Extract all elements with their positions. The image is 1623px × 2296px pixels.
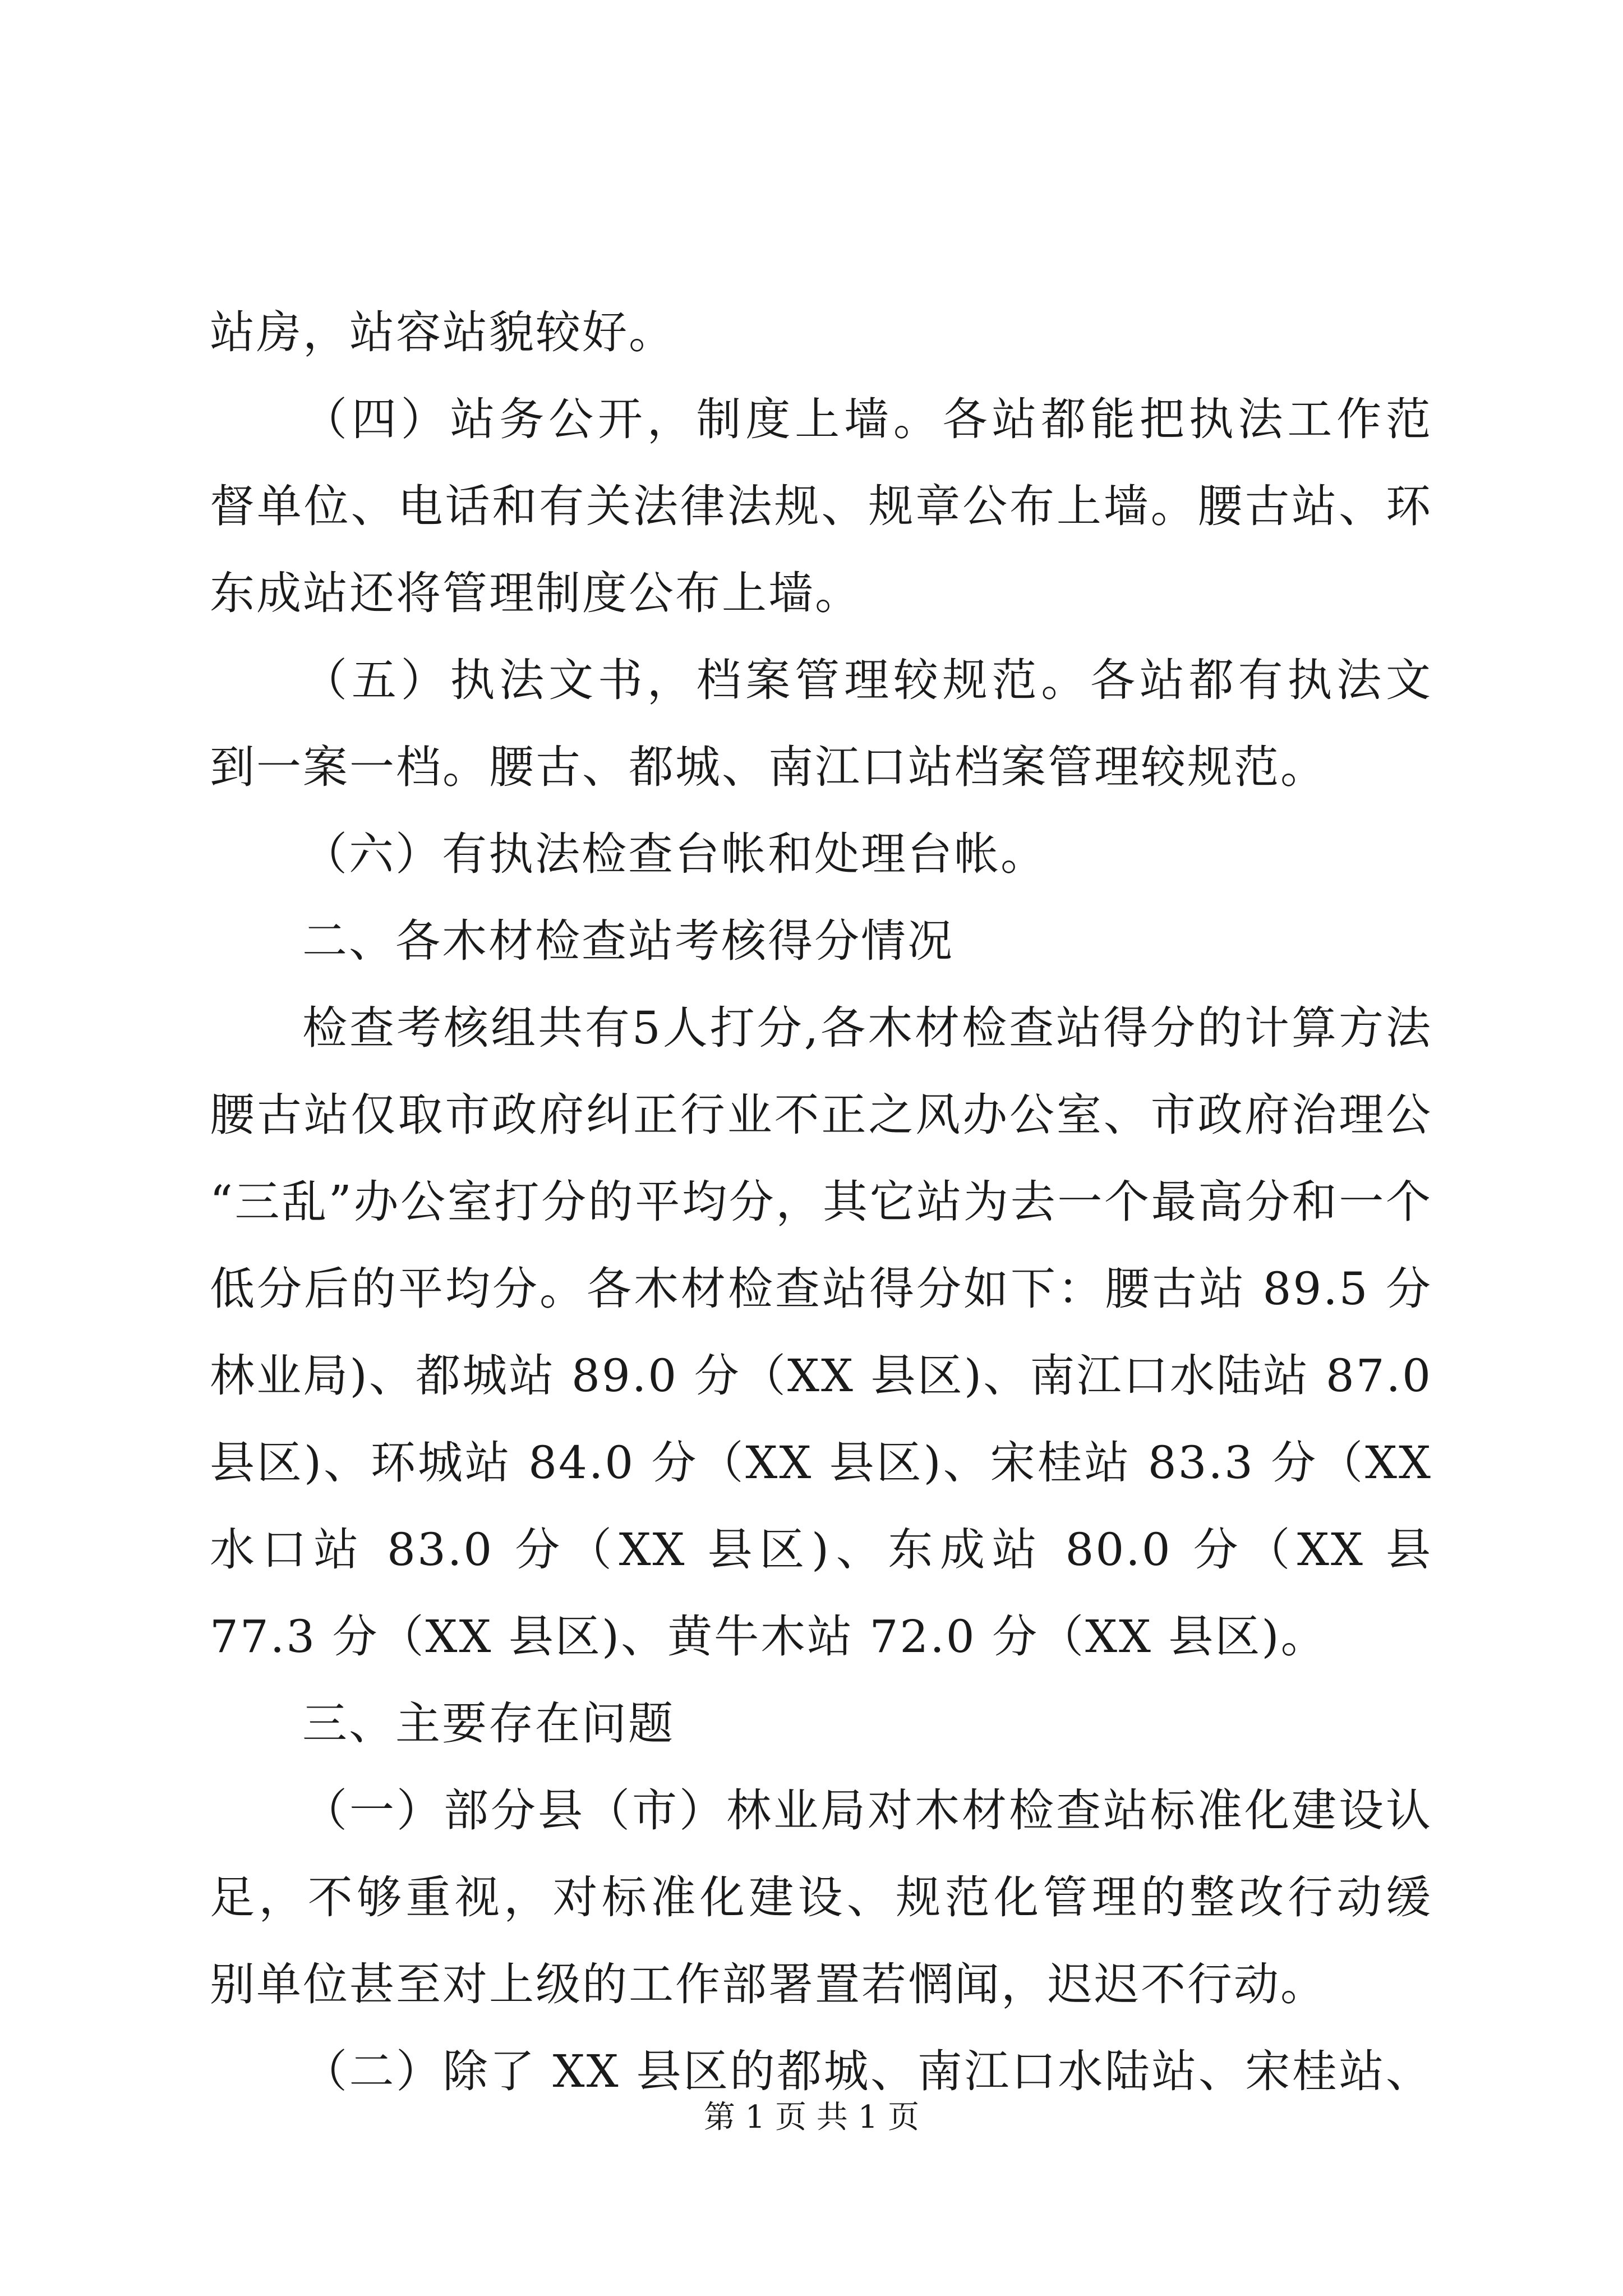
text-line: 县区)、环城站 84.0 分（XX 县区)、宋桂站 83.3 分（XX (210, 1437, 1432, 1489)
text-line: 林业局)、都城站 89.0 分（XX 县区)、南江口水陆站 87.0 (210, 1350, 1432, 1402)
text-line: （一）部分县（市）林业局对木材检查站标准化建设认 (302, 1784, 1432, 1837)
text-line: 东成站还将管理制度公布上墙。 (210, 567, 861, 619)
text-line: 三、主要存在问题 (302, 1697, 675, 1750)
text-line: 督单位、电话和有关法律法规、规章公布上墙。腰古站、环 (210, 480, 1432, 532)
text-line: （五）执法文书，档案管理较规范。各站都有执法文 (302, 654, 1432, 706)
text-line: （四）站务公开，制度上墙。各站都能把执法工作范 (302, 393, 1432, 445)
text-line: 到一案一档。腰古、都城、南江口站档案管理较规范。 (210, 741, 1327, 793)
text-line: 77.3 分（XX 县区)、黄牛木站 72.0 分（XX 县区)。 (210, 1611, 1327, 1663)
text-line: 站房，站容站貌较好。 (210, 306, 675, 358)
text-line: “三乱”办公室打分的平均分，其它站为去一个最高分和一个 (210, 1176, 1432, 1228)
text-line: 低分后的平均分。各木材检查站得分如下：腰古站 89.5 分 (210, 1263, 1432, 1315)
document-body (210, 289, 1432, 2115)
page-footer: 第 1 页 共 1 页 (703, 2099, 920, 2136)
text-line: （二）除了 XX 县区的都城、南江口水陆站、宋桂站、 (302, 2045, 1432, 2097)
text-line: 腰古站仅取市政府纠正行业不正之风办公室、市政府治理公 (210, 1089, 1432, 1141)
text-line: 足，不够重视，对标准化建设、规范化管理的整改行动缓 (210, 1871, 1432, 1924)
text-line: 别单位甚至对上级的工作部署置若惘闻，迟迟不行动。 (210, 1958, 1327, 2010)
text-line: （六）有执法检查台帐和处理台帐。 (302, 828, 1047, 880)
text-line: 检查考核组共有5人打分,各木材检查站得分的计算方法 (302, 1002, 1432, 1054)
text-line: 二、各木材检查站考核得分情况 (302, 915, 954, 967)
text-line: 水口站 83.0 分（XX 县区)、东成站 80.0 分（XX 县 (210, 1524, 1432, 1576)
